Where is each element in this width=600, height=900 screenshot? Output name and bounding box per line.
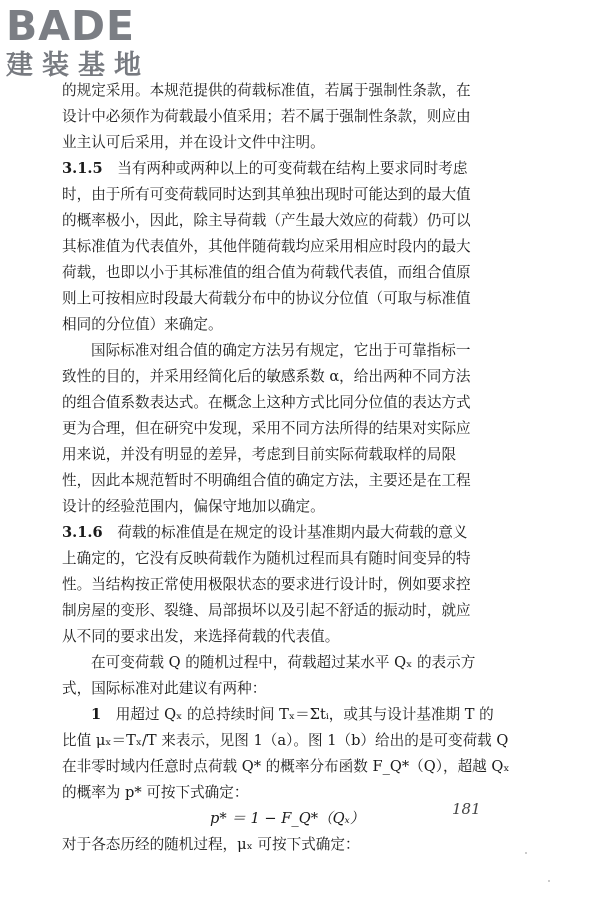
line-text: 的组合值系数表达式。在概念上这种方式比同分位值的表达方式 [62, 394, 471, 411]
scan-speck [548, 880, 550, 882]
text-line [62, 130, 522, 156]
text-line [62, 728, 522, 754]
line-text: 性。当结构按正常使用极限状态的要求进行设计时，例如要求控 [62, 576, 471, 593]
watermark-logo [6, 4, 176, 88]
line-text: 设计的经验范围内，偏保守地加以确定。 [62, 498, 325, 515]
line-text: 更为合理，但在研究中发现，采用不同方法所得的结果对实际应 [62, 420, 471, 437]
text-line [62, 312, 522, 338]
line-text: 致性的目的，并采用经简化后的敏感系数 α，给出两种不同方法 [62, 368, 471, 385]
text-line [62, 546, 522, 572]
line-text: 制房屋的变形、裂缝、局部损坏以及引起不舒适的振动时，就应 [62, 602, 471, 619]
section-number: 3.1.5 [62, 160, 103, 177]
line-text: 荷载的标准值是在规定的设计基准期内最大荷载的意义 [117, 524, 468, 541]
page-number: 181 [452, 800, 481, 818]
text-line [62, 390, 522, 416]
line-text: p* ＝ 1 − F_Q*（Qₓ） [210, 810, 365, 827]
line-text: 用来说，并没有明显的差异，考虑到目前实际荷载取样的局限 [62, 446, 457, 463]
text-line [62, 520, 522, 546]
text-line [62, 286, 522, 312]
line-text: 在非零时域内任意时点荷载 Q* 的概率分布函数 F_Q*（Q），超越 Qₓ [62, 758, 510, 775]
logo-name: BADE [6, 2, 136, 50]
text-line [62, 416, 522, 442]
line-text: 荷载，也即以小于其标准值的组合值为荷载代表值，而组合值原 [62, 264, 471, 281]
line-text: 的概率为 p* 可按下式确定： [62, 784, 249, 801]
line-text: 其标准值为代表值外，其他伴随荷载均应采用相应时段内的最大 [62, 238, 471, 255]
line-text: 设计中必须作为荷载最小值采用；若不属于强制性条款，则应由 [62, 108, 471, 125]
line-text: 用超过 Qₓ 的总持续时间 Tₓ＝Σtᵢ，或其与设计基准期 T 的 [115, 706, 494, 723]
line-text: 的规定采用。本规范提供的荷载标准值，若属于强制性条款，在 [62, 82, 471, 99]
text-line [62, 364, 522, 390]
text-line [62, 234, 522, 260]
text-line [62, 442, 522, 468]
text-line [62, 754, 522, 780]
scan-speck [525, 852, 527, 854]
line-text: 则上可按相应时段最大荷载分布中的协议分位值（可取与标准值 [62, 290, 471, 307]
text-line [62, 832, 522, 858]
text-line [62, 624, 522, 650]
section-number: 3.1.6 [62, 524, 103, 541]
line-text: 国际标准对组合值的确定方法另有规定，它出于可靠指标一 [91, 342, 471, 359]
text-line [62, 494, 522, 520]
text-line [62, 338, 522, 364]
line-text: 对于各态历经的随机过程，μₓ 可按下式确定： [62, 836, 360, 853]
text-line [62, 156, 522, 182]
text-line [62, 260, 522, 286]
line-text: 式，国际标准对此建议有两种： [62, 680, 267, 697]
text-line [62, 468, 522, 494]
text-line [62, 598, 522, 624]
line-text: 比值 μₓ＝Tₓ/T 来表示，见图 1（a）。图 1（b）给出的是可变荷载 Q [62, 732, 509, 749]
text-line [62, 676, 522, 702]
text-line [62, 182, 522, 208]
line-text: 时，由于所有可变荷载同时达到其单独出现时可能达到的最大值 [62, 186, 471, 203]
line-text: 当有两种或两种以上的可变荷载在结构上要求同时考虑 [117, 160, 468, 177]
text-line [62, 78, 522, 104]
line-text: 性，因此本规范暂时不明确组合值的确定方法，主要还是在工程 [62, 472, 471, 489]
text-line [62, 572, 522, 598]
line-text: 在可变荷载 Q 的随机过程中，荷载超过某水平 Qₓ 的表示方 [91, 654, 476, 671]
logo-cn: 建装基地 [6, 50, 150, 81]
section-number: 1 [91, 706, 102, 723]
page-body [62, 78, 522, 858]
line-text: 上确定的，它没有反映荷载作为随机过程而具有随时间变异的特 [62, 550, 471, 567]
line-text: 从不同的要求出发，来选择荷载的代表值。 [62, 628, 340, 645]
line-text: 业主认可后采用，并在设计文件中注明。 [62, 134, 325, 151]
text-line [62, 650, 522, 676]
line-text: 相同的分位值）来确定。 [62, 316, 223, 333]
text-line [62, 208, 522, 234]
line-text: 的概率极小，因此，除主导荷载（产生最大效应的荷载）仍可以 [62, 212, 471, 229]
text-line [62, 702, 522, 728]
text-line [62, 104, 522, 130]
